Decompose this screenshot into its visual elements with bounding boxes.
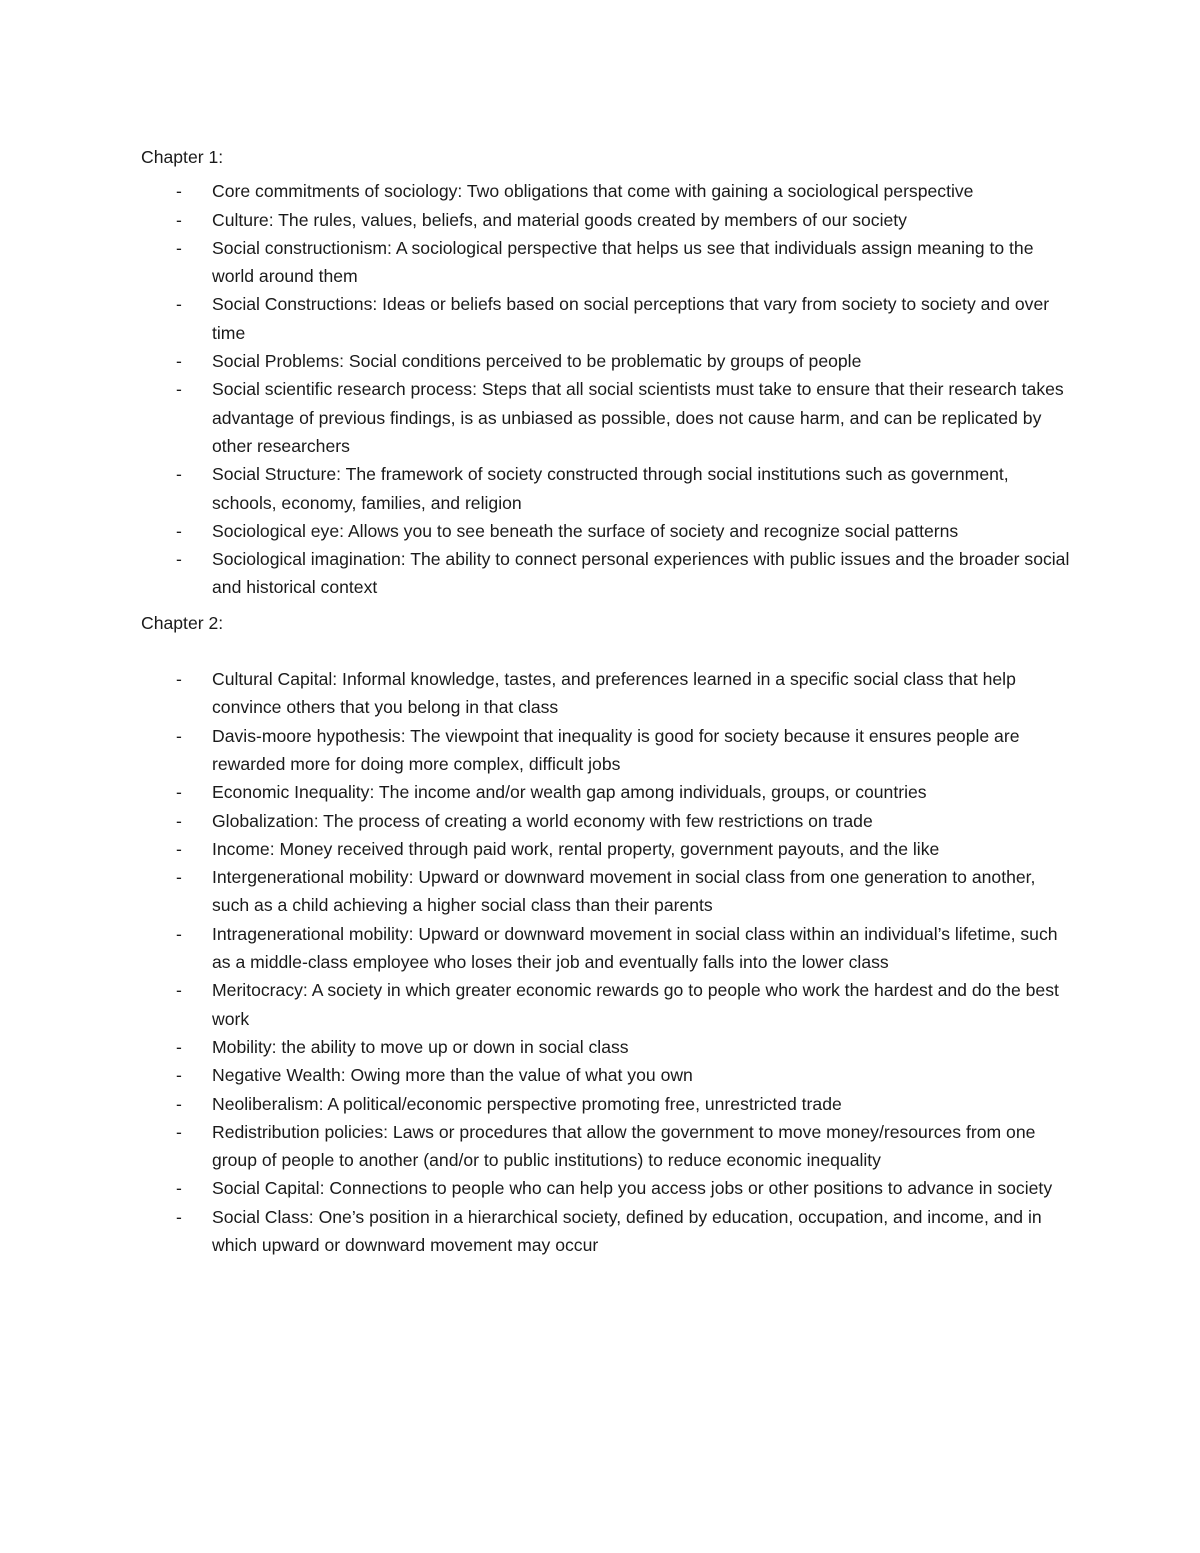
list-item [141,375,1071,460]
term-definition: Davis-moore hypothesis: The viewpoint that inequality is good for society because it ensures people are rewarded more for doing more complex, difficult jobs [212,725,1020,774]
list-item [141,1174,1071,1202]
list-item [141,778,1071,806]
term-definition: Core commitments of sociology: Two obligations that come with gaining a sociological perspective [212,181,974,202]
list-item [141,234,1071,291]
list-item [141,976,1071,1033]
list-item [141,1061,1071,1089]
dash-bullet-icon: - [176,1093,182,1114]
term-definition: Sociological eye: Allows you to see beneath the surface of society and recognize social patterns [212,520,959,541]
list-item [141,206,1071,234]
list-item [141,1203,1071,1260]
dash-bullet-icon: - [176,520,182,541]
term-list [141,665,1071,1259]
term-definition: Negative Wealth: Owing more than the value of what you own [212,1065,693,1086]
dash-bullet-icon: - [176,669,182,690]
list-item [141,665,1071,722]
term-definition: Globalization: The process of creating a world economy with few restrictions on trade [212,810,873,831]
dash-bullet-icon: - [176,351,182,372]
term-definition: Mobility: the ability to move up or down in social class [212,1036,629,1057]
dash-bullet-icon: - [176,237,182,258]
term-definition: Cultural Capital: Informal knowledge, tastes, and preferences learned in a specific social class that help convince others that you belong in that class [212,669,1016,718]
list-item [141,347,1071,375]
dash-bullet-icon: - [176,209,182,230]
list-item [141,177,1071,205]
list-item [141,722,1071,779]
list-item [141,920,1071,977]
term-definition: Sociological imagination: The ability to connect personal experiences with public issues and the broader social and historical context [212,549,1070,598]
term-definition: Intergenerational mobility: Upward or downward movement in social class from one generation to another, such as a child achieving a higher social class than their parents [212,867,1036,916]
list-item [141,1090,1071,1118]
term-definition: Social Constructions: Ideas or beliefs based on social perceptions that vary from society to society and over time [212,294,1050,343]
dash-bullet-icon: - [176,1178,182,1199]
dash-bullet-icon: - [176,810,182,831]
term-definition: Income: Money received through paid work, rental property, government payouts, and the like [212,838,940,859]
list-item [141,545,1071,602]
dash-bullet-icon: - [176,838,182,859]
term-definition: Social constructionism: A sociological perspective that helps us see that individuals assign meaning to the world around them [212,237,1034,287]
term-definition: Meritocracy: A society in which greater economic rewards go to people who work the hardest and do the best work [212,980,1059,1029]
term-definition: Social Problems: Social conditions perceived to be problematic by groups of people [212,351,862,372]
chapter-2-section [141,609,1071,1260]
dash-bullet-icon: - [176,464,182,485]
dash-bullet-icon: - [176,725,182,746]
list-item [141,290,1071,347]
term-definition: Economic Inequality: The income and/or wealth gap among individuals, groups, or countries [212,782,927,803]
list-item [141,863,1071,920]
chapter-1-section [141,143,1071,602]
list-item [141,1033,1071,1061]
dash-bullet-icon: - [176,980,182,1001]
dash-bullet-icon: - [176,181,182,202]
list-item [141,460,1071,517]
term-definition: Social Structure: The framework of society constructed through social institutions such as government, schools, economy, families, and religion [212,464,1009,513]
term-definition: Social scientific research process: Steps that all social scientists must take to ensure that their research takes advantage of previous findings, is as unbiased as possible, does not cause harm, and can be replicated by other researchers [212,379,1064,456]
dash-bullet-icon: - [176,1036,182,1057]
term-definition: Social Class: One’s position in a hierarchical society, defined by education, occupation, and income, and in which upward or downward movement may occur [212,1206,1042,1255]
dash-bullet-icon: - [176,294,182,315]
dash-bullet-icon: - [176,782,182,803]
dash-bullet-icon: - [176,867,182,888]
term-definition: Intragenerational mobility: Upward or downward movement in social class within an individual’s lifetime, such as a middle-class employee who loses their job and eventually falls into the lower class [212,923,1058,973]
term-definition: Culture: The rules, values, beliefs, and material goods created by members of our society [212,209,907,230]
chapter-heading: Chapter 2: [141,612,224,633]
list-item [141,807,1071,835]
term-definition: Redistribution policies: Laws or procedures that allow the government to move money/resources from one group of people to another (and/or to public institutions) to reduce economic inequality [212,1121,1036,1171]
term-definition: Social Capital: Connections to people who can help you access jobs or other positions to advance in society [212,1178,1053,1199]
dash-bullet-icon: - [176,1206,182,1227]
term-definition: Neoliberalism: A political/economic perspective promoting free, unrestricted trade [212,1093,842,1114]
dash-bullet-icon: - [176,549,182,570]
chapter-heading: Chapter 1: [141,147,224,167]
list-item [141,1118,1071,1175]
dash-bullet-icon: - [176,1121,182,1142]
term-list [141,177,1071,601]
document-body [141,143,1071,1259]
list-item [141,517,1071,545]
dash-bullet-icon: - [176,1065,182,1086]
list-item [141,835,1071,863]
dash-bullet-icon: - [176,923,182,944]
dash-bullet-icon: - [176,379,182,400]
